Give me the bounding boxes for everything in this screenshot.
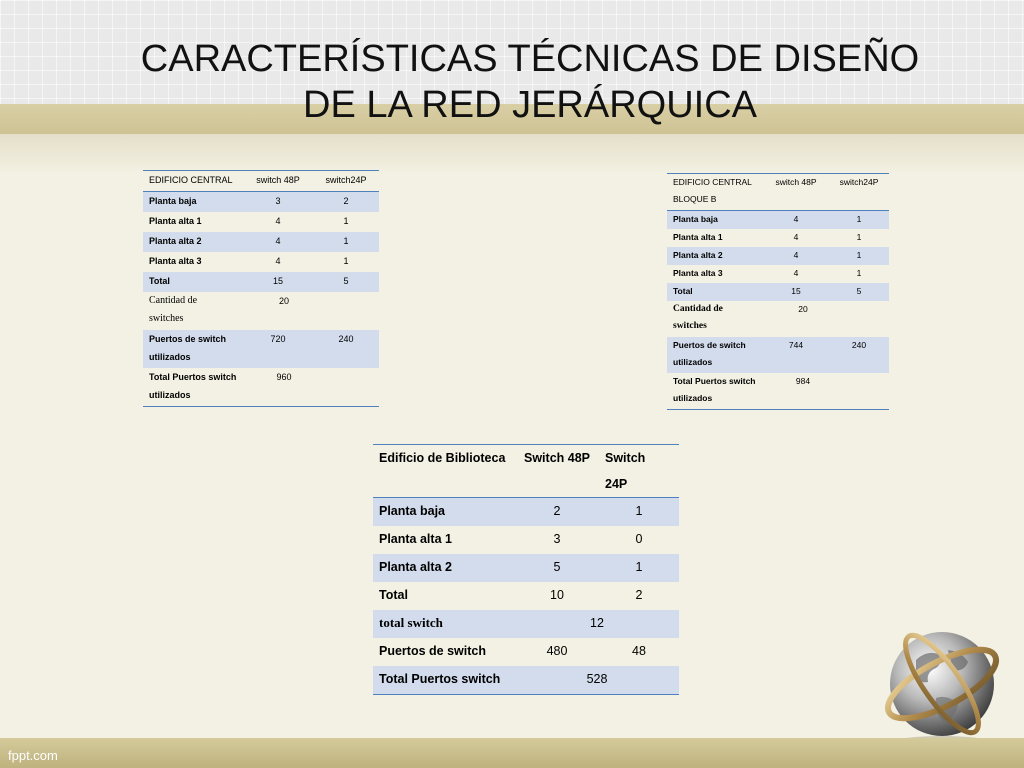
cell-24p: 1 (599, 498, 679, 527)
cell-24p: 0 (635, 532, 643, 546)
cell-24p: 1 (599, 554, 679, 582)
row-label: Planta alta 1 (673, 232, 723, 242)
header-cell: switch 48P (243, 171, 313, 192)
cell-48p: 4 (793, 268, 799, 278)
header-cell: Switch 48P (515, 445, 599, 498)
cell-cantidad: 20 (278, 296, 289, 306)
cell-48p: 3 (243, 192, 313, 213)
row-label-line: Total Puertos switch (149, 372, 237, 382)
header-cell: switch 48P (763, 174, 829, 211)
table-row-puertos (143, 330, 379, 368)
cell-24p: 1 (829, 247, 889, 265)
row-label (143, 330, 243, 368)
row-label (667, 301, 763, 337)
table-row (373, 526, 679, 554)
cell-total-puertos: 528 (515, 666, 679, 695)
row-label (667, 337, 763, 373)
cell-24p: 1 (856, 268, 862, 278)
table-row (667, 283, 889, 301)
table-edificio-central (143, 170, 379, 407)
cell-24p: 2 (313, 192, 379, 213)
table-header-row (373, 445, 679, 498)
cell-24p: 2 (635, 588, 643, 602)
table-row-total-puertos (143, 368, 379, 407)
slide-title-line-1: CARACTERÍSTICAS TÉCNICAS DE DISEÑO (140, 38, 920, 80)
row-label: Planta alta 2 (373, 554, 515, 582)
row-label-line: switches (673, 321, 707, 331)
table-row (143, 272, 379, 292)
row-label: Planta alta 3 (149, 256, 202, 266)
cell-48p: 480 (546, 644, 568, 658)
header-cell (667, 174, 763, 211)
cell-48p: 4 (763, 247, 829, 265)
table-row-cantidad (143, 292, 379, 330)
row-label: Planta alta 2 (143, 232, 243, 252)
cell-48p: 4 (243, 232, 313, 252)
cell-48p: 2 (515, 498, 599, 527)
row-label (143, 368, 243, 407)
cell-24p: 1 (343, 256, 349, 266)
row-label: Planta alta 3 (673, 268, 723, 278)
header-cell: switch24P (829, 174, 889, 211)
table-row (667, 211, 889, 230)
cell-total-puertos: 984 (763, 373, 889, 410)
row-label: Puertos de switch (379, 644, 486, 658)
row-label: Total (379, 588, 408, 602)
header-shadow-band (0, 134, 1024, 174)
cell-24p: 1 (343, 216, 349, 226)
footer-bar (0, 738, 1024, 768)
row-label: Planta baja (373, 498, 515, 527)
table-row (373, 554, 679, 582)
row-label (667, 373, 763, 410)
cell-24p: 240 (313, 330, 379, 368)
row-label: Total (667, 283, 763, 301)
row-label: total switch (373, 610, 515, 638)
row-label-line: Cantidad de (149, 295, 198, 306)
cell-48p: 4 (793, 232, 799, 242)
cell-total-switch: 12 (515, 610, 679, 638)
table-row-total-puertos (667, 373, 889, 410)
table-row-puertos (667, 337, 889, 373)
table-row (667, 229, 889, 247)
header-cell: EDIFICIO CENTRAL (143, 171, 243, 192)
table-biblioteca (373, 444, 679, 695)
header-line: EDIFICIO CENTRAL (673, 177, 752, 187)
row-label-line: utilizados (149, 390, 191, 400)
cell-24p: 5 (313, 272, 379, 292)
row-label: Total (143, 272, 243, 292)
cell-48p: 4 (275, 256, 281, 266)
cell-48p: 720 (243, 330, 313, 368)
table-header-row (143, 171, 379, 192)
cell-48p: 15 (763, 283, 829, 301)
cell-24p: 48 (632, 644, 646, 658)
cell-48p: 5 (515, 554, 599, 582)
header-line: Switch (605, 451, 646, 465)
cell-48p: 4 (275, 216, 281, 226)
cell-24p: 1 (829, 211, 889, 230)
table-row (373, 498, 679, 527)
globe-icon (878, 620, 1008, 750)
slide-title (60, 36, 1000, 128)
cell-24p: 1 (313, 232, 379, 252)
table-row-puertos (373, 638, 679, 666)
table-row (143, 212, 379, 232)
cell-24p: 240 (829, 337, 889, 373)
table-bloque-b (667, 173, 889, 410)
row-label: Planta baja (143, 192, 243, 213)
row-label-line: Cantidad de (673, 304, 723, 314)
row-label-line: Puertos de switch (149, 334, 227, 344)
footer-brand: fppt.com (8, 748, 58, 763)
cell-48p: 15 (243, 272, 313, 292)
row-label (143, 292, 243, 330)
cell-total-puertos: 960 (243, 368, 379, 407)
table-row (143, 192, 379, 213)
row-label-line: Total Puertos switch (673, 376, 756, 386)
header-line: BLOQUE B (673, 194, 717, 204)
table-row (143, 232, 379, 252)
slide-title-line-2: DE LA RED JERÁRQUICA (303, 84, 757, 126)
header-cell: Edificio de Biblioteca (373, 445, 515, 498)
row-label: Total Puertos switch (373, 666, 515, 695)
header-cell (599, 445, 679, 498)
cell-24p: 1 (856, 232, 862, 242)
table-row (667, 265, 889, 283)
table-row (373, 582, 679, 610)
row-label-line: utilizados (149, 352, 191, 362)
cell-48p: 3 (553, 532, 561, 546)
row-label-line: utilizados (673, 393, 713, 403)
cell-48p: 10 (550, 588, 564, 602)
row-label: Planta baja (667, 211, 763, 230)
cell-48p: 744 (763, 337, 829, 373)
header-line: 24P (605, 477, 628, 491)
cell-24p: 5 (829, 283, 889, 301)
row-label-line: switches (149, 313, 184, 324)
row-label: Planta alta 1 (149, 216, 202, 226)
table-row (143, 252, 379, 272)
table-row (667, 247, 889, 265)
cell-cantidad: 20 (798, 304, 808, 314)
row-label-line: utilizados (673, 357, 713, 367)
table-row-cantidad (667, 301, 889, 337)
row-label-line: Puertos de switch (673, 340, 746, 350)
table-row-total-switch (373, 610, 679, 638)
row-label: Planta alta 1 (379, 532, 452, 546)
cell-48p: 4 (763, 211, 829, 230)
table-header-row (667, 174, 889, 211)
table-row-total-puertos (373, 666, 679, 695)
header-cell: switch24P (313, 171, 379, 192)
row-label: Planta alta 2 (667, 247, 763, 265)
